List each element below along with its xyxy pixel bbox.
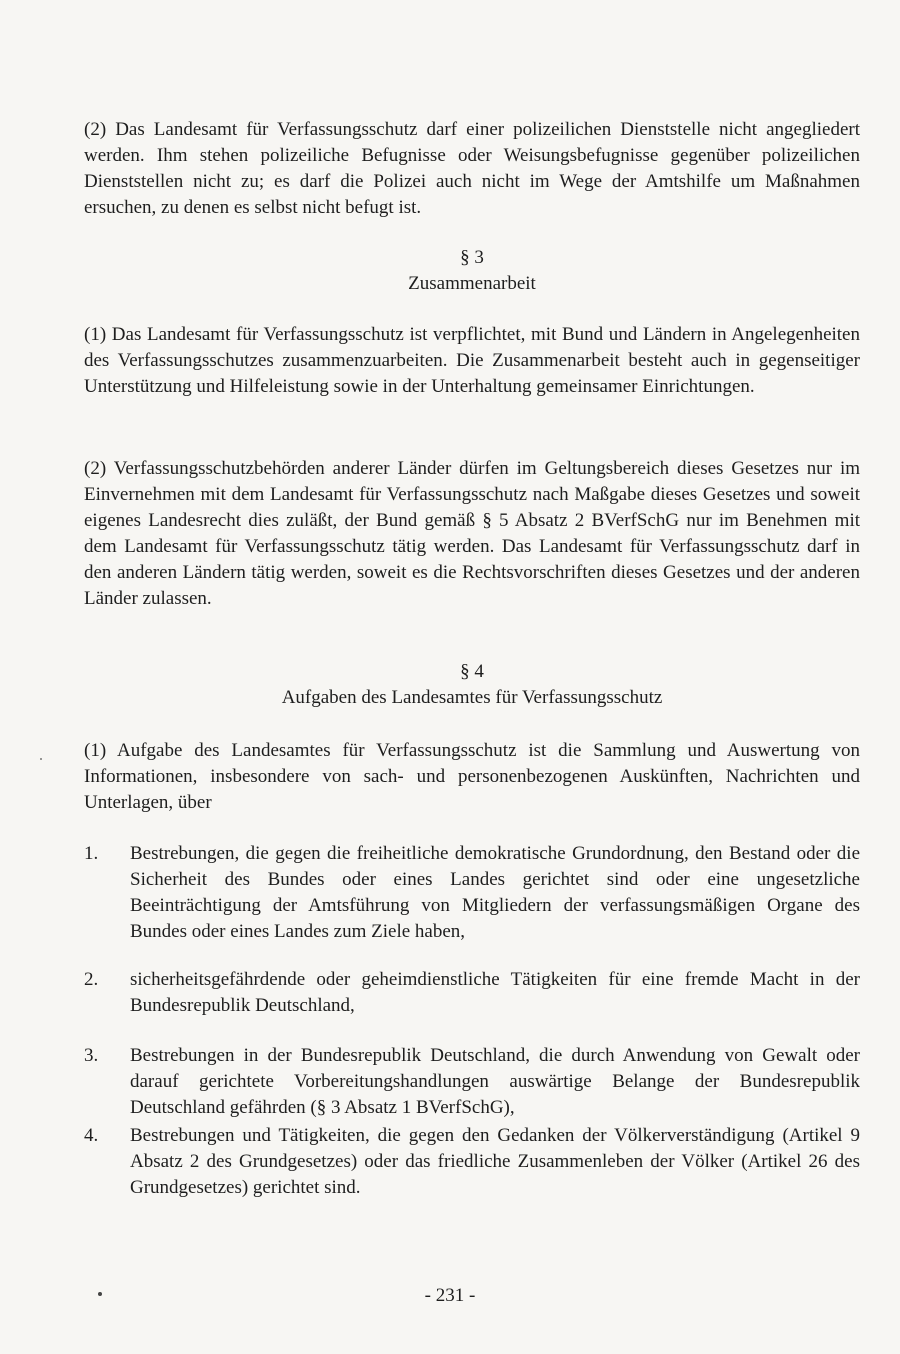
paragraph-prev-2: (2) Das Landesamt für Verfassungsschutz darf einer polizeilichen Dienststelle nicht angegliedert werden. Ihm stehen polizeiliche Befugnisse oder Weisungsbefugnisse gegenüber polizeilichen Dienststellen nicht zu; es darf die Polizei auch nicht im Wege der Amtshilfe um Maßnahmen ersuchen, zu denen es selbst nicht befugt ist. <box>84 119 860 218</box>
list-item-text: Bestrebungen, die gegen die freiheitliche demokratische Grundordnung, den Bestand oder die Sicherheit des Bundes oder eines Landes gerichtet sind oder eine ungesetzliche Beeinträchtigung der Amtsführung von Mitgliedern der verfassungsmäßigen Organe des Bundes oder eines Landes zum Ziele haben, <box>130 843 860 942</box>
list-item <box>84 1043 860 1121</box>
list-item-number: 1. <box>84 843 99 864</box>
section-4-paragraph-1: (1) Aufgabe des Landesamtes für Verfassungsschutz ist die Sammlung und Auswertung von Informationen, insbesondere von sach- und personenbezogenen Auskünften, Nachrichten und Unterlagen, über <box>84 740 860 813</box>
section-4-heading <box>84 659 860 711</box>
scan-speck <box>98 1292 102 1296</box>
section-4-number: § 4 <box>460 661 484 682</box>
section-3-title: Zusammenarbeit <box>408 273 536 294</box>
section-3-heading <box>84 245 860 297</box>
list-item-number: 3. <box>84 1045 99 1066</box>
list-item-text: Bestrebungen und Tätigkeiten, die gegen den Gedanken der Völkerverständigung (Artikel 9 Absatz 2 des Grundgesetzes) oder das friedliche Zusammenleben der Völker (Artikel 26 des Grundgesetzes) gerichtet sind. <box>130 1125 860 1198</box>
list-item <box>84 841 860 945</box>
list-item <box>84 1123 860 1201</box>
list-item-text: sicherheitsgefährdende oder geheimdienstliche Tätigkeiten für eine fremde Macht in der Bundesrepublik Deutschland, <box>130 969 860 1016</box>
section-3-number: § 3 <box>460 247 484 268</box>
list-item <box>84 967 860 1019</box>
scan-speck <box>40 758 42 760</box>
list-item-text: Bestrebungen in der Bundesrepublik Deutschland, die durch Anwendung von Gewalt oder darauf gerichtete Vorbereitungshandlungen auswärtige Belange der Bundesrepublik Deutschland gefährden (§ 3 Absatz 1 BVerfSchG), <box>130 1045 860 1118</box>
section-4-title: Aufgaben des Landesamtes für Verfassungsschutz <box>281 687 663 708</box>
list-item-number: 2. <box>84 969 99 990</box>
page-number: - 231 - <box>424 1285 476 1306</box>
section-3-paragraph-2: (2) Verfassungsschutzbehörden anderer Länder dürfen im Geltungsbereich dieses Gesetzes nur im Einvernehmen mit dem Landesamt für Verfassungsschutz nach Maßgabe dieses Gesetzes und soweit eigenes Landesrecht dies zuläßt, der Bund gemäß § 5 Absatz 2 BVerfSchG nur im Benehmen mit dem Landesamt für Verfassungsschutz tätig werden. Das Landesamt für Verfassungsschutz darf in den anderen Ländern tätig werden, soweit es die Rechtsvorschriften dieses Gesetzes und der anderen Länder zulassen. <box>84 458 860 609</box>
section-3-paragraph-1: (1) Das Landesamt für Verfassungsschutz ist verpflichtet, mit Bund und Ländern in Angelegenheiten des Verfassungsschutzes zusammenzuarbeiten. Die Zusammenarbeit besteht auch in gegenseitiger Unterstützung und Hilfeleistung sowie in der Unterhaltung gemeinsamer Einrichtungen. <box>84 324 860 397</box>
list-item-number: 4. <box>84 1125 99 1146</box>
